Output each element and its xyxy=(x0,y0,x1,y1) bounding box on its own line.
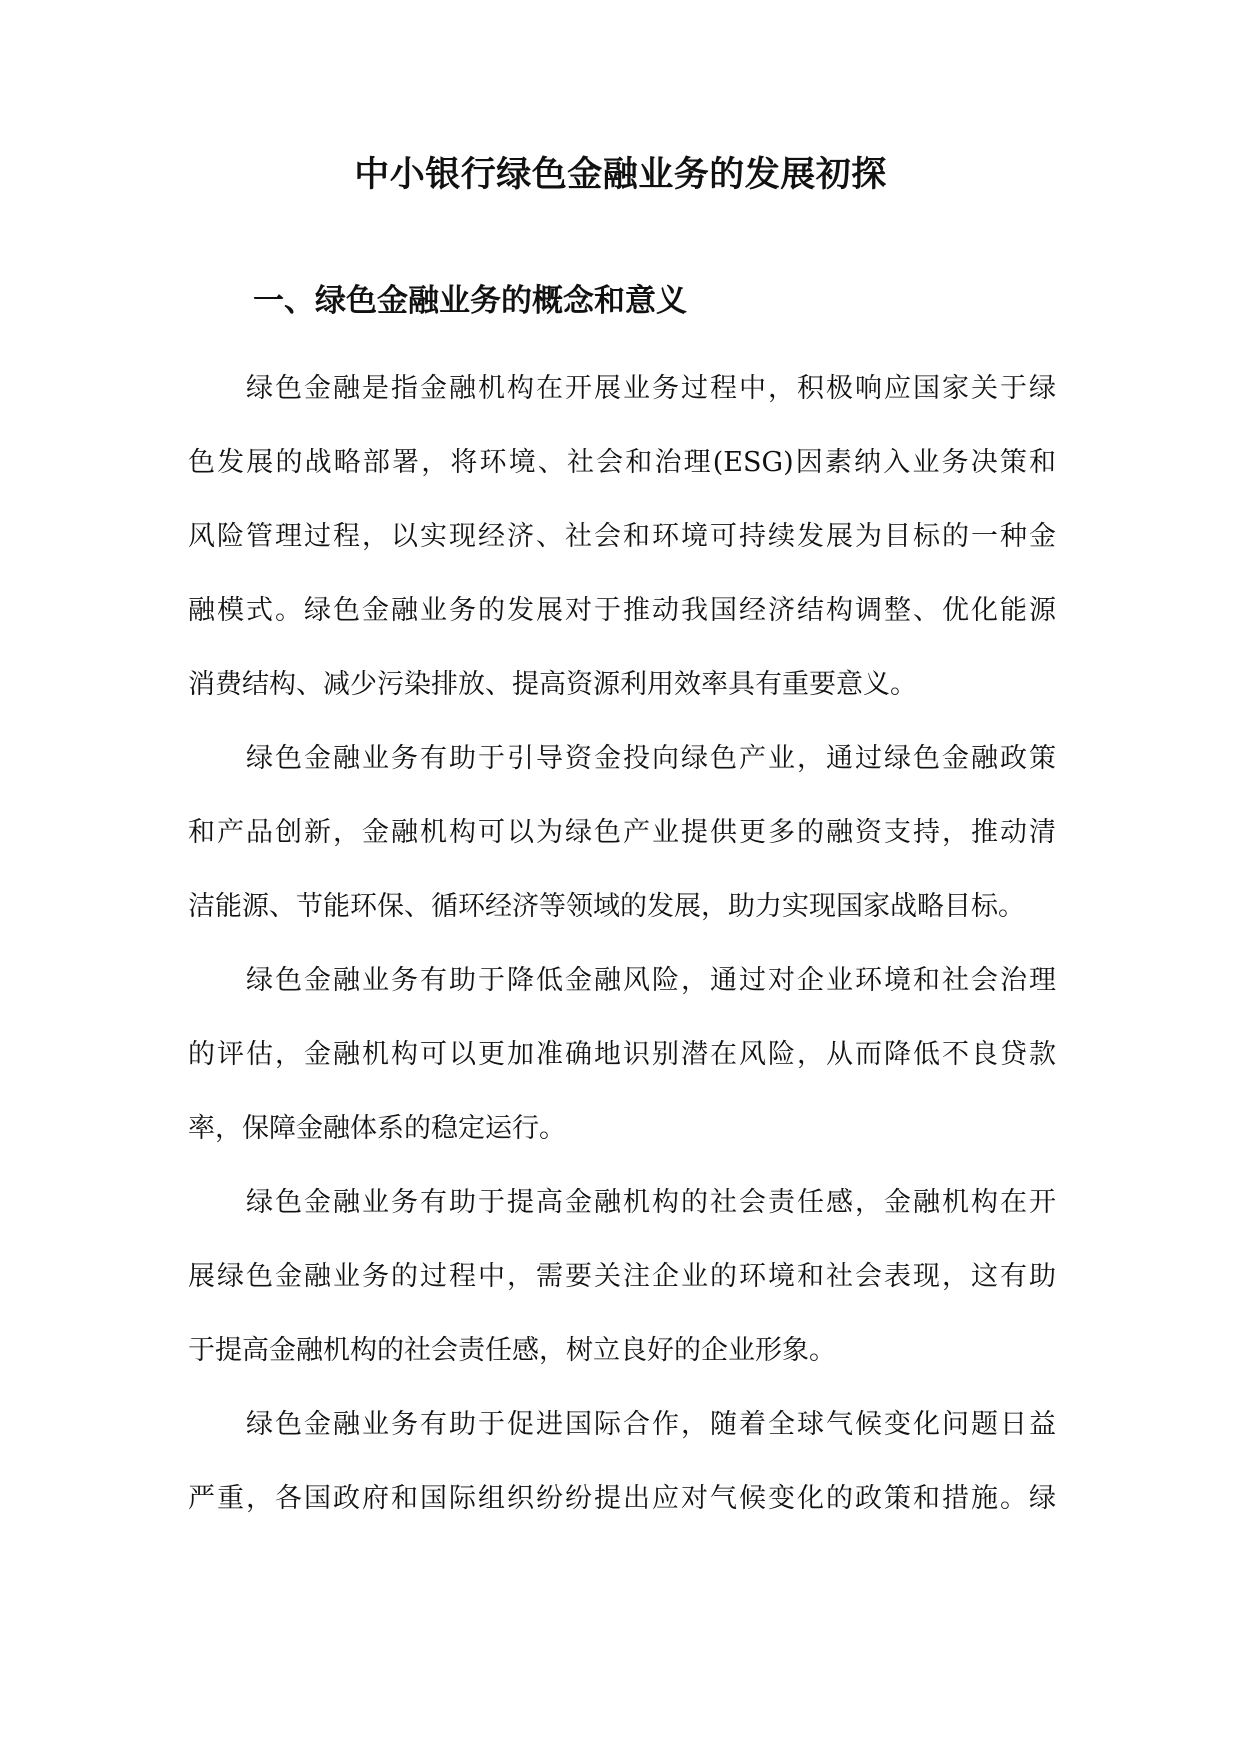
text-line: 展绿色金融业务的过程中，需要关注企业的环境和社会表现，这有助 xyxy=(188,1261,1056,1292)
section-heading: 一、绿色金融业务的概念和意义 xyxy=(253,283,687,319)
text-line: 于提高金融机构的社会责任感，树立良好的企业形象。 xyxy=(188,1335,836,1366)
text-line: 和产品创新，金融机构可以为绿色产业提供更多的融资支持，推动清 xyxy=(188,817,1056,848)
text-line: 色发展的战略部署，将环境、社会和治理(ESG)因素纳入业务决策和 xyxy=(188,447,1056,478)
document-title: 中小银行绿色金融业务的发展初探 xyxy=(354,155,887,195)
text-line: 洁能源、节能环保、循环经济等领域的发展，助力实现国家战略目标。 xyxy=(188,891,1025,922)
text-line: 严重，各国政府和国际组织纷纷提出应对气候变化的政策和措施。绿 xyxy=(188,1483,1056,1514)
text-line: 绿色金融业务有助于引导资金投向绿色产业，通过绿色金融政策 xyxy=(246,743,1056,774)
text-line: 消费结构、减少污染排放、提高资源利用效率具有重要意义。 xyxy=(188,669,917,700)
body-text xyxy=(188,363,1056,1547)
text-line: 风险管理过程，以实现经济、社会和环境可持续发展为目标的一种金 xyxy=(188,521,1056,552)
text-line: 绿色金融是指金融机构在开展业务过程中，积极响应国家关于绿 xyxy=(246,373,1056,404)
text-line: 绿色金融业务有助于提高金融机构的社会责任感，金融机构在开 xyxy=(246,1187,1056,1218)
text-line: 的评估，金融机构可以更加准确地识别潜在风险，从而降低不良贷款 xyxy=(188,1039,1056,1070)
text-line: 率，保障金融体系的稳定运行。 xyxy=(188,1113,566,1144)
text-line: 绿色金融业务有助于促进国际合作，随着全球气候变化问题日益 xyxy=(246,1409,1056,1440)
text-line: 绿色金融业务有助于降低金融风险，通过对企业环境和社会治理 xyxy=(246,965,1056,996)
text-line: 融模式。绿色金融业务的发展对于推动我国经济结构调整、优化能源 xyxy=(188,595,1056,626)
